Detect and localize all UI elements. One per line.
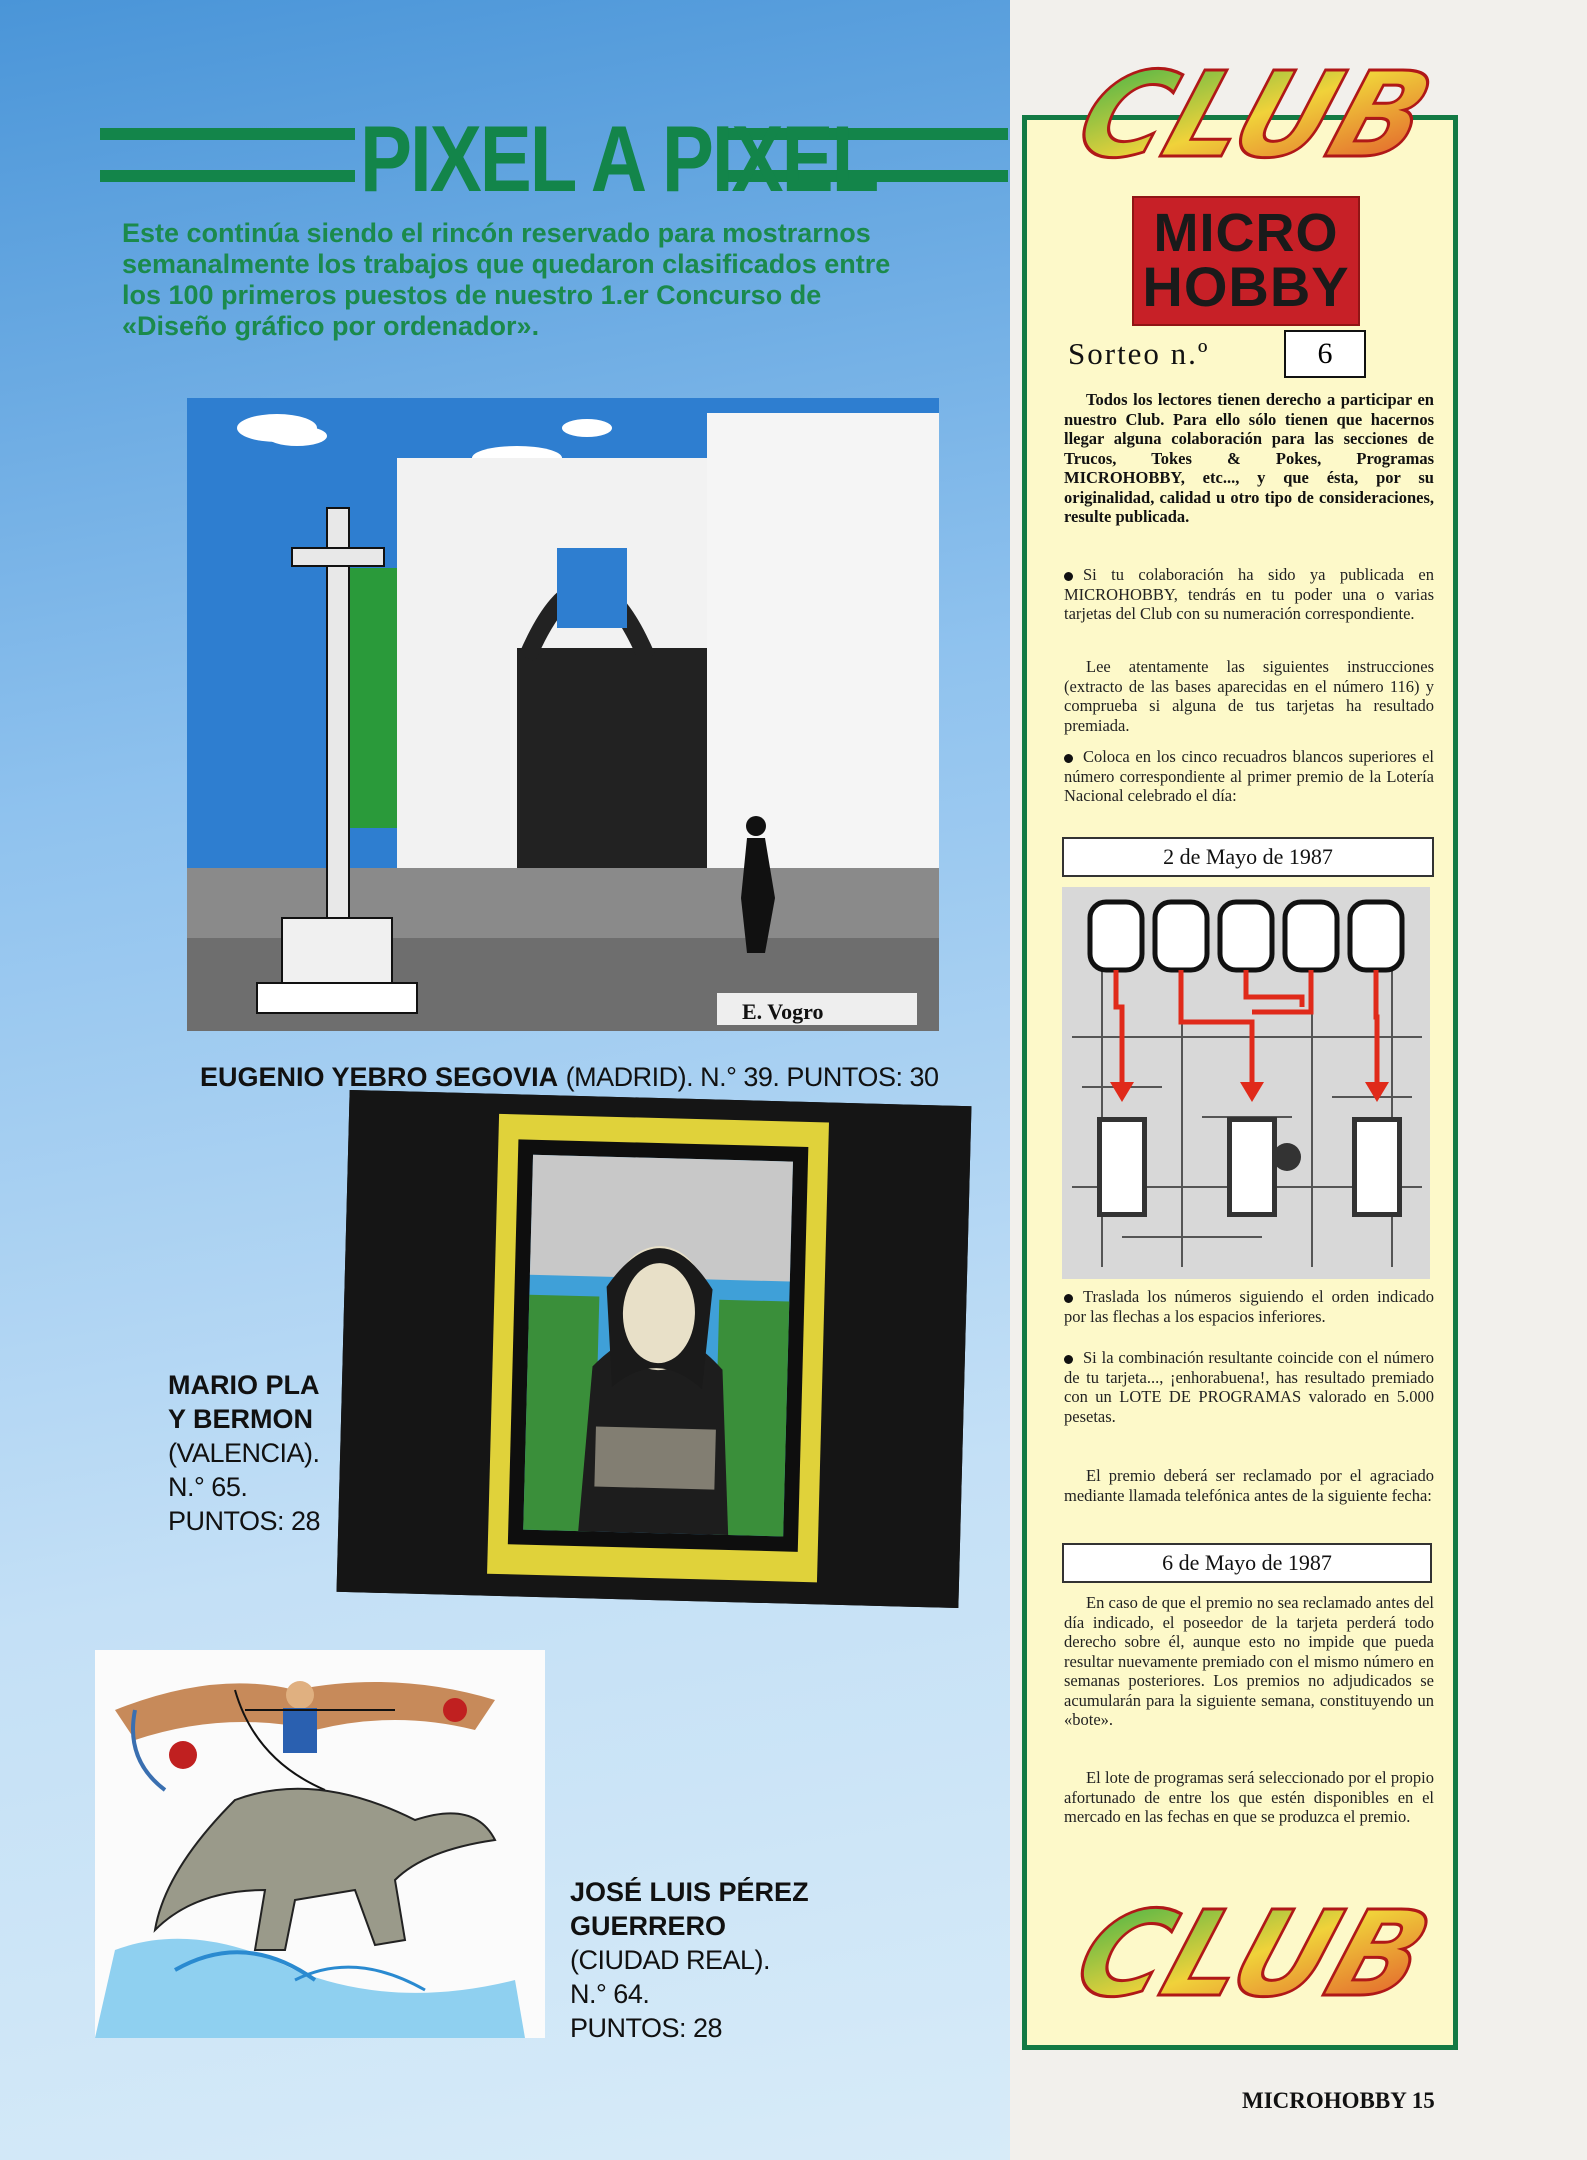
- header-bar: [100, 170, 355, 182]
- sorteo-label: Sorteo n.º: [1068, 336, 1210, 371]
- artwork-archer: [95, 1650, 545, 2038]
- artwork-3-author-line2: GUERRERO: [570, 1911, 727, 1941]
- intro-text: Este continúa siendo el rincón reservado para mostrarnos semanalmente los trabajos que quedaron clasificados entre los 100 primeros puestos de nuestro 1.er Concurso de «Diseño gráfico por ordenador».: [122, 218, 891, 341]
- club-logo-bottom: [1060, 1870, 1446, 2040]
- section-header: [100, 106, 1008, 212]
- artwork-1-caption: [200, 1060, 938, 1094]
- page-footer: MICROHOBBY 15: [1242, 2088, 1435, 2113]
- instruction-move-numbers: Traslada los números siguiendo el orden indicado por las flechas a los espacios inferiores.: [1064, 1287, 1434, 1326]
- circuit-diagram: [1062, 887, 1430, 1279]
- instruction-place-numbers: Coloca en los cinco recuadros blancos superiores el número correspondiente al primer premio de la Lotería Nacional celebrado el día:: [1064, 747, 1434, 805]
- sorteo-number: 6: [1284, 330, 1366, 378]
- artwork-2-caption: [168, 1368, 320, 1538]
- artwork-avila: [187, 398, 939, 1031]
- club-intro: Todos los lectores tienen derecho a participar en nuestro Club. Para ello sólo tienen que hacernos llegar alguna colaboración para las secciones de Trucos, Tokes & Pokes, Programas MICROHOBBY, etc..., y que ésta, por su originalidad, calidad u otro tipo de consideraciones, resulte publicada.: [1064, 390, 1434, 526]
- instruction-prize-selection: El lote de programas será seleccionado por el propio afortunado de entre los que estén disponibles en el mercado en las fechas en que se produzca el premio.: [1064, 1768, 1434, 1826]
- lottery-date: 2 de Mayo de 1987: [1062, 837, 1434, 877]
- microhobby-logo: MICRO HOBBY: [1132, 196, 1360, 326]
- artwork-mona-lisa: [337, 1090, 972, 1608]
- instruction-winner: Si la combinación resultante coincide con el número de tu tarjeta..., ¡enhorabuena!, has resultado premiado con un LOTE DE PROGRAMAS valorado en 5.000 pesetas.: [1064, 1348, 1434, 1426]
- instruction-read: Lee atentamente las siguientes instrucciones (extracto de las bases aparecidas en el número 116) y comprueba si alguna de tus tarjetas ha resultado premiada.: [1064, 657, 1434, 735]
- instruction-unclaimed: En caso de que el premio no sea reclamado antes del día indicado, el poseedor de la tarjeta perderá todo derecho sobre él, aunque esto no impide que pueda resultar nuevamente premiado con el mismo número en semanas posteriores. Los premios no adjudicados se acumularán para la siguiente semana, constituyendo un «bote».: [1064, 1593, 1434, 1729]
- artwork-3-author-line1: JOSÉ LUIS PÉREZ: [570, 1877, 809, 1907]
- artwork-2-author-line2: Y BERMON: [168, 1404, 314, 1434]
- artwork-3-number: N.° 64.: [570, 1979, 650, 2009]
- instruction-published: Si tu colaboración ha sido ya publicada en MICROHOBBY, tendrás en tu poder una o varias tarjetas del Club con su numeración correspondiente.: [1064, 565, 1434, 623]
- artwork-2-points: PUNTOS: 28: [168, 1506, 321, 1536]
- header-bar: [100, 128, 355, 140]
- claim-date: 6 de Mayo de 1987: [1062, 1543, 1432, 1583]
- svg-text:CLUB: CLUB: [1061, 46, 1448, 185]
- artwork-signature: E. Vogro: [742, 999, 824, 1024]
- artwork-3-points: PUNTOS: 28: [570, 2013, 723, 2043]
- page-title: PIXEL A PIXEL: [360, 106, 878, 212]
- artwork-2-place: (VALENCIA).: [168, 1438, 320, 1468]
- artwork-3-place: (CIUDAD REAL).: [570, 1945, 771, 1975]
- artwork-2-number: N.° 65.: [168, 1472, 248, 1502]
- artwork-1-details: (MADRID). N.° 39. PUNTOS: 30: [565, 1062, 939, 1092]
- instruction-claim: El premio deberá ser reclamado por el agraciado mediante llamada telefónica antes de la siguiente fecha:: [1064, 1466, 1434, 1505]
- club-logo-top: [1061, 36, 1448, 196]
- svg-text:CLUB: CLUB: [1060, 1885, 1446, 2024]
- artwork-1-author: EUGENIO YEBRO SEGOVIA: [200, 1062, 559, 1092]
- artwork-2-author-line1: MARIO PLA: [168, 1370, 320, 1400]
- artwork-3-caption: [570, 1875, 809, 2045]
